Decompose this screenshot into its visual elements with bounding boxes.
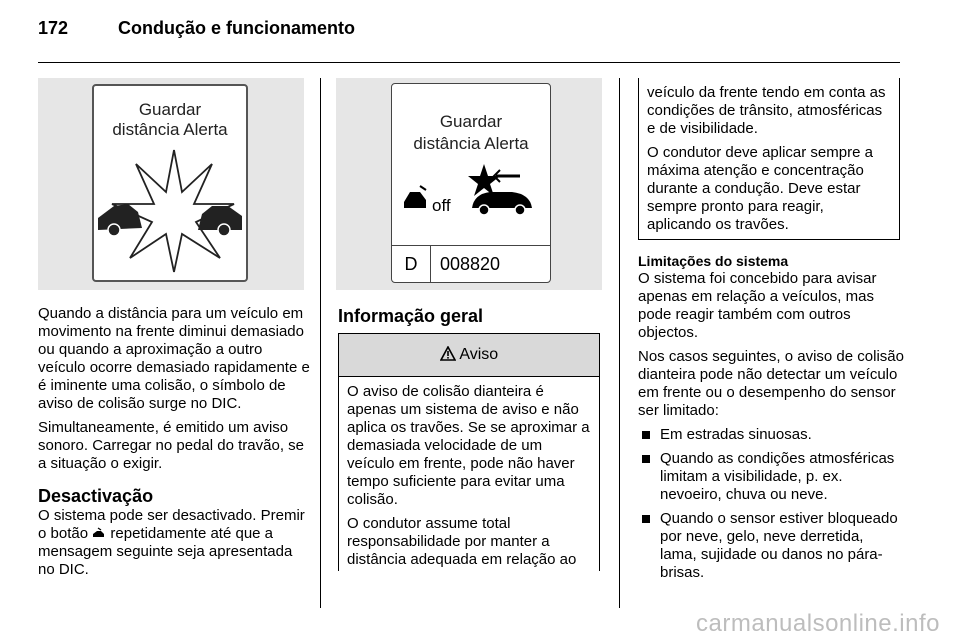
section-heading-deactivation: Desactivação xyxy=(38,486,154,506)
page-number: 172 xyxy=(38,18,69,38)
column-divider-2 xyxy=(619,78,620,608)
warning-paragraph: O condutor deve aplicar sempre a máxima atenção e concentração durante a condução. Deve estar sempre pronto para reagir, aplicando os travões. xyxy=(647,144,873,233)
warning-body xyxy=(339,377,599,569)
bullet-square-icon xyxy=(642,431,650,439)
display-title-line2: distância Alerta xyxy=(413,134,529,153)
list-item: Quando as condições atmosféricas limitam a visibilidade, p. ex. nevoeiro, chuva ou neve. xyxy=(638,450,904,504)
warning-body-continued xyxy=(639,84,899,234)
page-title: Condução e funcionamento xyxy=(118,18,356,38)
sign-title-line2: distância Alerta xyxy=(112,120,228,139)
watermark: carmanualsonline.info xyxy=(696,610,940,637)
warning-paragraph: veículo da frente tendo em conta as condições de trânsito, atmosféricas e de visibilidade. xyxy=(647,84,886,137)
warning-box xyxy=(338,333,600,571)
display-title-line1: Guardar xyxy=(439,112,503,131)
bullet-square-icon xyxy=(642,455,650,463)
column-divider-1 xyxy=(320,78,321,608)
paragraph-part: O sistema pode ser desactivado. Premir o botão xyxy=(38,507,305,542)
warning-box-continued xyxy=(638,78,900,240)
column-1-text xyxy=(38,305,310,585)
header-rule xyxy=(38,62,900,63)
warning-paragraph: O aviso de colisão dianteira é apenas um sistema de aviso e não aplica os travões. Se se aproximar a demasiada velocidade de um veículo em frente, pode não haver tempo suficiente para evitar uma colisão. xyxy=(347,383,590,508)
paragraph: Simultaneamente, é emitido um aviso sonoro. Carregar no pedal do travão, se a situação o exigir. xyxy=(38,419,304,472)
paragraph: Nos casos seguintes, o aviso de colisão dianteira pode não detectar um veículo em frente ou o desempenho do sensor ser limitado: xyxy=(638,348,904,419)
collision-starburst-icon xyxy=(94,146,246,276)
display-footer xyxy=(392,245,550,282)
warning-triangle-icon xyxy=(440,346,456,361)
section-heading-limitations: Limitações do sistema xyxy=(638,253,789,269)
figure-collision-alert xyxy=(38,78,304,290)
footer-letter: D xyxy=(392,246,431,282)
limitations-list xyxy=(638,426,904,582)
dic-display-sign xyxy=(391,83,551,283)
list-item: Quando o sensor estiver bloqueado por neve, gelo, neve derretida, lama, sujidade ou danos no pára-brisas. xyxy=(638,510,904,582)
column-3-text xyxy=(638,252,904,588)
figure-distance-alert-display xyxy=(336,78,602,290)
footer-code: 008820 xyxy=(440,254,501,274)
list-item: Em estradas sinuosas. xyxy=(638,426,904,444)
off-label: off xyxy=(432,196,451,215)
paragraph-part: repetidamente até que a mensagem seguinte seja apresentada no DIC. xyxy=(38,525,293,578)
alert-symbols-icon xyxy=(392,160,548,220)
distance-button-icon xyxy=(92,527,106,539)
collision-alert-sign xyxy=(92,84,248,282)
sign-title-line1: Guardar xyxy=(138,100,202,119)
bullet-square-icon xyxy=(642,515,650,523)
warning-paragraph: O condutor assume total responsabilidade por manter a distância adequada em relação ao xyxy=(347,515,577,568)
section-heading-general-info: Informação geral xyxy=(338,306,484,326)
warning-header xyxy=(339,334,599,377)
paragraph: O sistema foi concebido para avisar apenas em relação a veículos, mas pode reagir também com outros objectos. xyxy=(638,270,877,341)
warning-title: Aviso xyxy=(459,346,499,363)
paragraph: Quando a distância para um veículo em movimento na frente diminui demasiado ou quando a aproximação a outro veículo ocorre demasiado rapidamente e é iminente uma colisão, o símbolo de aviso de colisão surge no DIC. xyxy=(38,305,310,412)
